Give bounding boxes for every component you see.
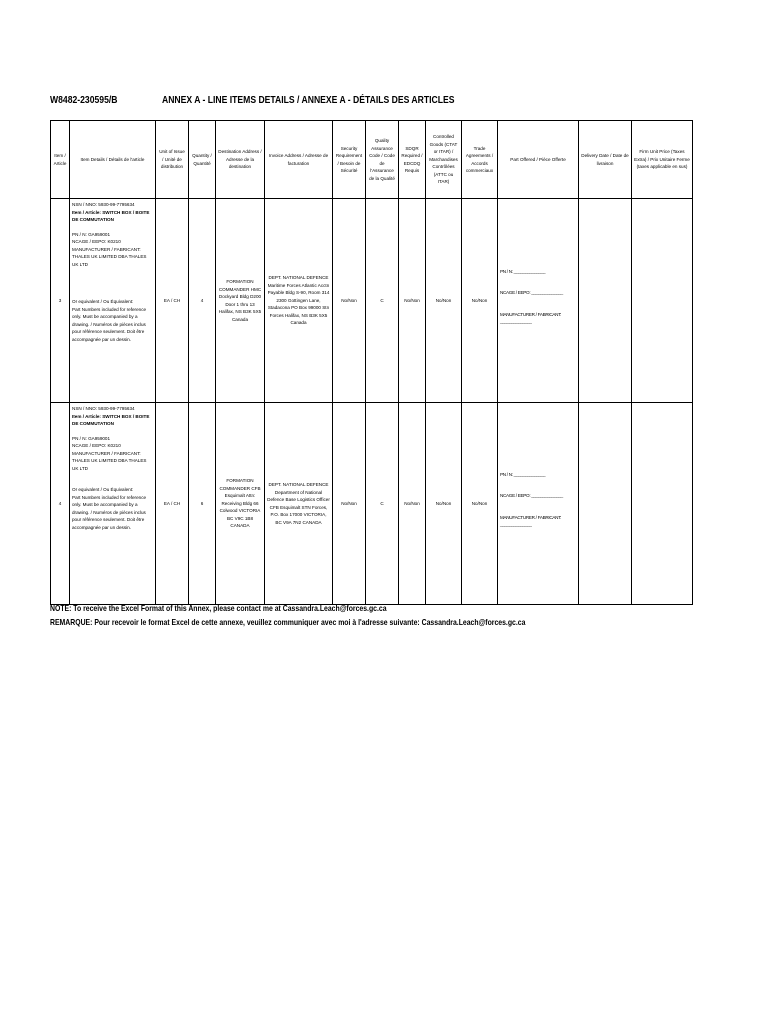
destination-address: FORMATION COMMANDER CFB Esquimalt Attn: Receiving Bldg 66 Colwood VICTORIA BC V9C 1B8 CANADA [216,403,265,605]
delivery-date-field[interactable] [579,403,632,605]
document-reference: W8482-230595/B [50,94,118,106]
reference-note: Part Numbers included for reference only. Must be accompanied by a drawing. / Numéros de pièces inclus pour référence seulement. Doit être accompagnée par un dessin. [72,494,147,530]
offered-manufacturer-field[interactable]: MANUFACTURER / FABRICANT: ______________ [500,311,562,324]
ncage-text: NCAGE / EEPO: K0210 [72,443,121,448]
manufacturer-label: MANUFACTURER / FABRICANT: [72,450,141,456]
article-text: Item / Article: SWITCH BOX / BOITE DE COMMUTATION [72,413,150,426]
article-text: Item / Article: SWITCH BOX / BOITE DE COMMUTATION [72,209,150,222]
security-requirement: No/Non [333,403,366,605]
col-header-security: Security Requirement / Besoin de Sécurité [333,121,366,199]
unit-of-issue: EA / CH [156,403,189,605]
part-number-text: PN / N: GA959001 [72,435,111,441]
security-requirement: No/Non [333,199,366,403]
item-details [70,199,156,403]
col-header-sdqr: SDQR Required / EDCDQ Requis [399,121,426,199]
manufacturer-name: THALES UK LIMITED DBA THALES UK LTD [72,254,147,267]
table-row [51,403,693,605]
col-header-unit-of-issue: Unit of Issue / Unité de distribution [156,121,189,199]
sdqr-required: No/Non [399,403,426,605]
manufacturer-label: MANUFACTURER / FABRICANT: [72,246,141,252]
note-french: REMARQUE: Pour recevoir le format Excel de cette annexe, veuillez communiquer avec moi à l'adresse suivante: Cassandra.Leach@forces.gc.ca [50,618,526,627]
reference-note: Part Numbers included for reference only. Must be accompanied by a drawing. / Numéros de pièces inclus pour référence seulement. Doit être accompagnée par un dessin. [72,306,147,342]
col-header-item: Item / Article [51,121,70,199]
sdqr-required: No/Non [399,199,426,403]
part-number-text: PN / N: GA959001 [72,231,111,237]
quality-assurance-code: C [366,199,399,403]
annex-title: ANNEX A - LINE ITEMS DETAILS / ANNEXE A - DÉTAILS DES ARTICLES [162,94,455,106]
controlled-goods: No/Non [426,403,462,605]
col-header-quantity: Quantity / Quantité [189,121,216,199]
trade-agreements: No/Non [462,403,498,605]
col-header-destination-address: Destination Address / Adresse de la destination [216,121,265,199]
equivalent-label: Or equivalent / Ou Équivalent: [72,299,134,304]
line-items-table [50,120,693,605]
offered-ncage-field[interactable]: NCAGE / EEPO: ______________ [500,290,563,295]
col-header-trade-agreements: Trade Agreements / Accords commerciaux [462,121,498,199]
quantity: 4 [189,199,216,403]
quality-assurance-code: C [366,403,399,605]
nsn-text: NSN / NNO: 5930-99-7795634 [72,202,135,207]
col-header-part-offered: Part Offered / Pièce Offerte [498,121,579,199]
offered-ncage-field[interactable]: NCAGE / EEPO: ______________ [500,493,563,498]
unit-of-issue: EA / CH [156,199,189,403]
invoice-address: DEPT. NATIONAL DEFENCE Department of National Defence Base Logistics Officer CFB Esquimalt STN Forces, P.O. Box 17000 VICTORIA, BC V9A 7N2 CANADA [265,403,333,605]
item-number: 4 [51,403,70,605]
item-details [70,403,156,605]
col-header-delivery-date: Delivery Date / Date de livraison [579,121,632,199]
unit-price-field[interactable] [632,403,693,605]
table-header-row [51,121,693,199]
delivery-date-field[interactable] [579,199,632,403]
trade-agreements: No/Non [462,199,498,403]
note-english: NOTE: To receive the Excel Format of this Annex, please contact me at Cassandra.Leach@forces.gc.ca [50,604,387,613]
manufacturer-name: THALES UK LIMITED DBA THALES UK LTD [72,458,147,471]
offered-manufacturer-field[interactable]: MANUFACTURER / FABRICANT: ______________ [500,514,562,527]
ncage-text: NCAGE / EEPO: K0210 [72,239,121,244]
unit-price-field[interactable] [632,199,693,403]
col-header-invoice-address: Invoice Address / Adresse de facturation [265,121,333,199]
col-header-controlled-goods: Controlled Goods (CTAT or ITAR) / Marchandises Contrôlées (ATTC ou ITAR) [426,121,462,199]
part-offered-cell[interactable] [498,403,579,605]
controlled-goods: No/Non [426,199,462,403]
nsn-text: NSN / NNO: 5930-99-7795634 [72,406,135,411]
invoice-address: DEPT. NATIONAL DEFENCE Maritime Forces Atlantic Acctn Payable Bldg S-90, Room 314 2300 Gottingen Lane, Stadacona PO Box 99000 Stn Forces Halifax, NS B3K 5X5 Canada [265,199,333,403]
quantity: 6 [189,403,216,605]
col-header-item-details: Item Details / Détails de l'article [70,121,156,199]
offered-part-number-field[interactable]: PN / N: ______________ [500,471,546,477]
table-row [51,199,693,403]
equivalent-label: Or equivalent / Ou Équivalent: [72,487,134,492]
col-header-quality-assurance: Quality Assurance Code / Code de l'Assurance de la Qualité [366,121,399,199]
col-header-unit-price: Firm Unit Price (Taxes Extra) / Prix Unitaire Ferme (taxes applicable en sus) [632,121,693,199]
destination-address: FORMATION COMMANDER HMC Dockyard Bldg D200 Door 1 thru 13 Halifax, NS B3K 5X5 Canada [216,199,265,403]
item-number: 3 [51,199,70,403]
offered-part-number-field[interactable]: PN / N: ______________ [500,268,546,274]
part-offered-cell[interactable] [498,199,579,403]
